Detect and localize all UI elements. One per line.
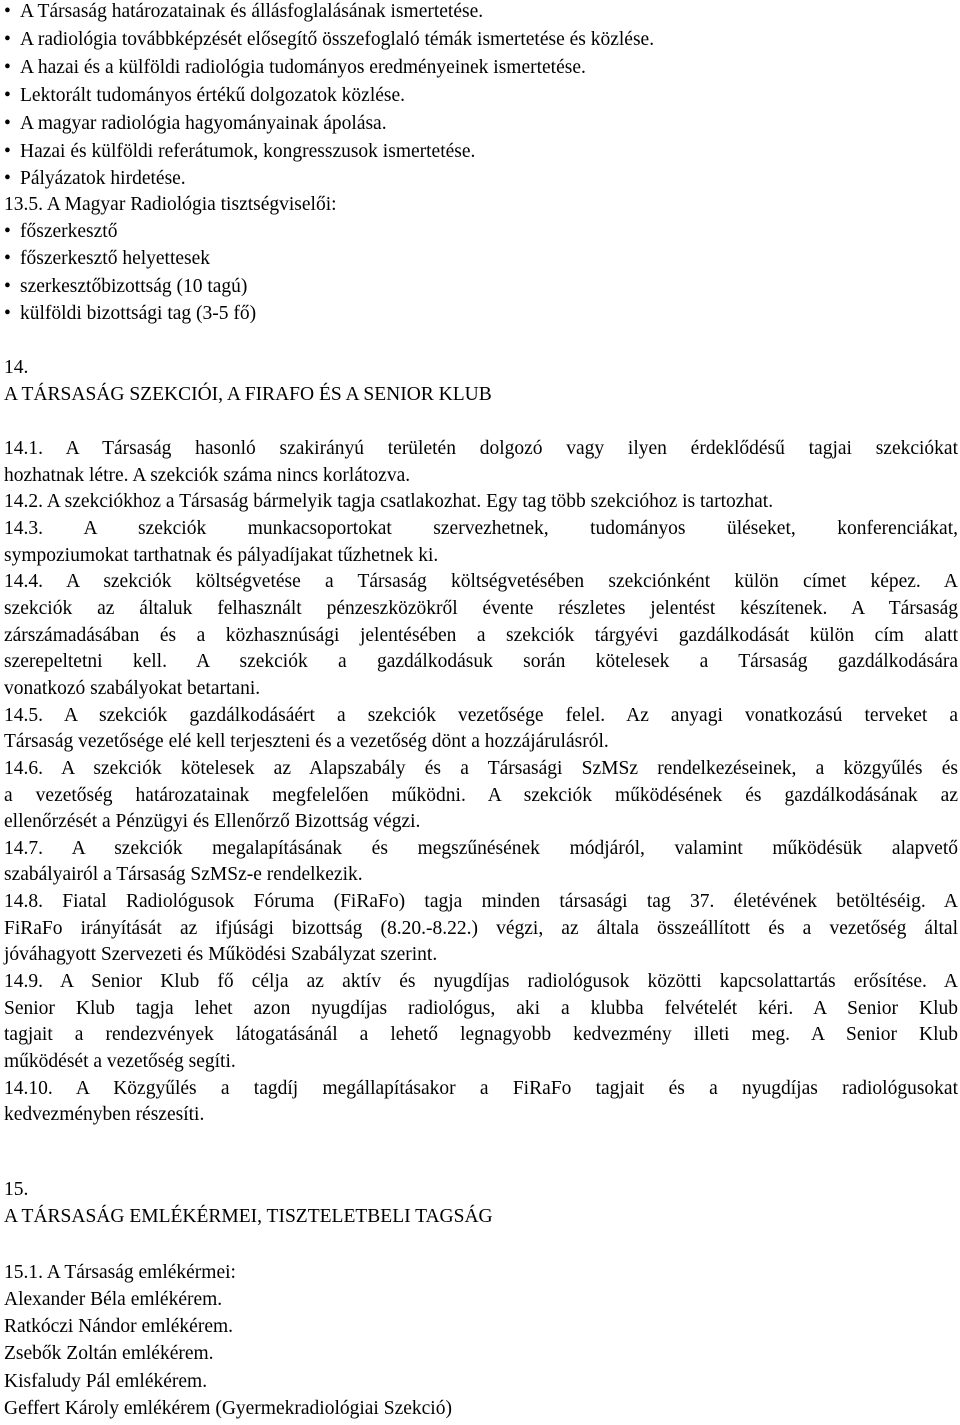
paragraph-line: 14.7. A szekciók megalapításának és megszűnésének módjáról, valamint működésük alapvető: [4, 837, 958, 859]
bullet-glyph: •: [4, 1, 11, 22]
bullet-glyph: •: [4, 248, 11, 269]
bullet-item: [4, 111, 958, 137]
bullet-item: [4, 55, 958, 81]
paragraph-line: 14.2. A szekciókhoz a Társaság bármelyik tagja csatlakozhat. Egy tag több szekcióhoz is tartozhat.: [4, 491, 774, 513]
bullet-item: [4, 0, 958, 25]
officer-item: [4, 219, 958, 245]
bullet-glyph: •: [4, 85, 11, 106]
officer-text: külföldi bizottsági tag (3-5 fő): [20, 303, 257, 324]
officer-item: [4, 246, 958, 272]
paragraph-line: 14.8. Fiatal Radiológusok Fóruma (FiRaFo) tagja minden társasági tag 37. életévének betöltéséig. A: [4, 891, 958, 912]
section-13-5-heading: 13.5. A Magyar Radiológia tisztségviselői:: [4, 194, 337, 215]
bullet-glyph: •: [4, 168, 11, 189]
paragraph-line: 14.10. A Közgyűlés a tagdíj megállapításakor a FiRaFo tagjait és a nyugdíjas radiológusokat: [4, 1077, 958, 1099]
medal-item: Kisfaludy Pál emlékérem.: [4, 1371, 208, 1392]
paragraph-line: Társaság vezetősége elé kell terjeszteni és a vezetőség dönt a hozzájárulásról.: [4, 731, 609, 753]
paragraph-line: zárszámadásában és a közhasznúsági jelentésében a szekciók tárgyévi gazdálkodását külön cím alatt: [4, 624, 958, 646]
paragraph-line: 14.9. A Senior Klub fő célja az aktív és nyugdíjas radiológusok közötti kapcsolattartás erősítése. A: [4, 971, 958, 992]
paragraph-line: kedvezményben részesíti.: [4, 1104, 205, 1126]
medal-item: Alexander Béla emlékérem.: [4, 1289, 223, 1310]
paragraph-line: 14.4. A szekciók költségvetése a Társaság költségvetésében szekciónként külön címet képez. A: [4, 571, 958, 593]
officer-text: főszerkesztő helyettesek: [20, 248, 211, 269]
paragraph-line: 14.5. A szekciók gazdálkodásáért a szekciók vezetősége felel. Az anyagi vonatkozású terveket a: [4, 704, 958, 726]
paragraph-line: működését a vezetőség segíti.: [4, 1050, 236, 1072]
bullet-text: A magyar radiológia hagyományainak ápolása.: [20, 113, 387, 134]
bullet-glyph: •: [4, 29, 11, 50]
bullet-text: Hazai és külföldi referátumok, kongresszusok ismertetése.: [20, 141, 476, 162]
paragraph-line: szabályairól a Társaság SzMSz-e rendelkezik.: [4, 864, 363, 886]
bullet-item: [4, 139, 958, 165]
section-15-1-heading: 15.1. A Társaság emlékérmei:: [4, 1262, 236, 1283]
officer-text: szerkesztőbizottság (10 tagú): [20, 276, 248, 297]
paragraph-line: 14.6. A szekciók kötelesek az Alapszabály és a Társasági SzMSz rendelkezéseinek, a közgyűlés és: [4, 757, 958, 779]
bullet-glyph: •: [4, 221, 11, 242]
section-15-title: A TÁRSASÁG EMLÉKÉRMEI, TISZTELETBELI TAGSÁG: [4, 1206, 493, 1227]
section-14-number: 14.: [4, 357, 29, 378]
paragraph-line: ellenőrzését a Pénzügyi és Ellenőrző Bizottság végzi.: [4, 811, 421, 833]
paragraph-line: 14.1. A Társaság hasonló szakirányú területén dolgozó vagy ilyen érdeklődésű tagjai szekciókat: [4, 438, 958, 459]
section-14-title: A TÁRSASÁG SZEKCIÓI, A FIRAFO ÉS A SENIOR KLUB: [4, 384, 492, 405]
medal-item: Geffert Károly emlékérem (Gyermekradiológiai Szekció): [4, 1398, 452, 1419]
bullet-item: [4, 83, 958, 109]
bullet-glyph: •: [4, 113, 11, 134]
paragraph-line: FiRaFo irányítását az ifjúsági bizottság (8.20.-8.22.) végzi, az általa összeállított és a vezetőség által: [4, 917, 958, 939]
bullet-text: A radiológia továbbképzését elősegítő összefoglaló témák ismertetése és közlése.: [20, 29, 655, 50]
officer-item: [4, 301, 958, 327]
bullet-item: [4, 27, 958, 53]
medal-item: Ratkóczi Nándor emlékérem.: [4, 1316, 234, 1337]
paragraph-line: jóváhagyott Szervezeti és Működési Szabályzat szerint.: [4, 944, 438, 966]
paragraph-line: sympoziumokat tarthatnak és pályadíjakat tűzhetnek ki.: [4, 544, 439, 566]
bullet-text: Lektorált tudományos értékű dolgozatok közlése.: [20, 85, 406, 106]
bullet-glyph: •: [4, 303, 11, 324]
bullet-text: A hazai és a külföldi radiológia tudományos eredményeinek ismertetése.: [20, 57, 586, 78]
medal-item: Zsebők Zoltán emlékérem.: [4, 1343, 214, 1364]
paragraph-line: vonatkozó szabályokat betartani.: [4, 677, 261, 699]
bullet-glyph: •: [4, 57, 11, 78]
paragraph-line: szerepeltetni kell. A szekciók a gazdálkodásuk során kötelesek a Társaság gazdálkodására: [4, 651, 958, 673]
bullet-text: A Társaság határozatainak és állásfoglalásának ismertetése.: [20, 1, 484, 22]
officer-text: főszerkesztő: [20, 221, 118, 242]
paragraph-line: tagjait a rendezvények látogatásánál a lehető legnagyobb kedvezmény illeti meg. A Senior Klub: [4, 1024, 958, 1046]
paragraph-line: szekciók az általuk felhasznált pénzeszközökről évente részletes jelentést készítenek. A Társaság: [4, 597, 958, 619]
paragraph-line: Senior Klub tagja lehet azon nyugdíjas radiológus, aki a klubba felvételét kéri. A Senior Klub: [4, 997, 958, 1019]
bullet-item: [4, 166, 958, 192]
paragraph-line: a vezetőség határozatainak megfelelően működni. A szekciók működésének és gazdálkodásának az: [4, 784, 958, 806]
bullet-text: Pályázatok hirdetése.: [20, 168, 186, 189]
paragraph-line: 14.3. A szekciók munkacsoportokat szervezhetnek, tudományos üléseket, konferenciákat,: [4, 518, 958, 539]
section-15-number: 15.: [4, 1179, 29, 1200]
bullet-glyph: •: [4, 276, 11, 297]
officer-item: [4, 274, 958, 300]
paragraph-line: hozhatnak létre. A szekciók száma nincs korlátozva.: [4, 464, 411, 486]
bullet-glyph: •: [4, 141, 11, 162]
